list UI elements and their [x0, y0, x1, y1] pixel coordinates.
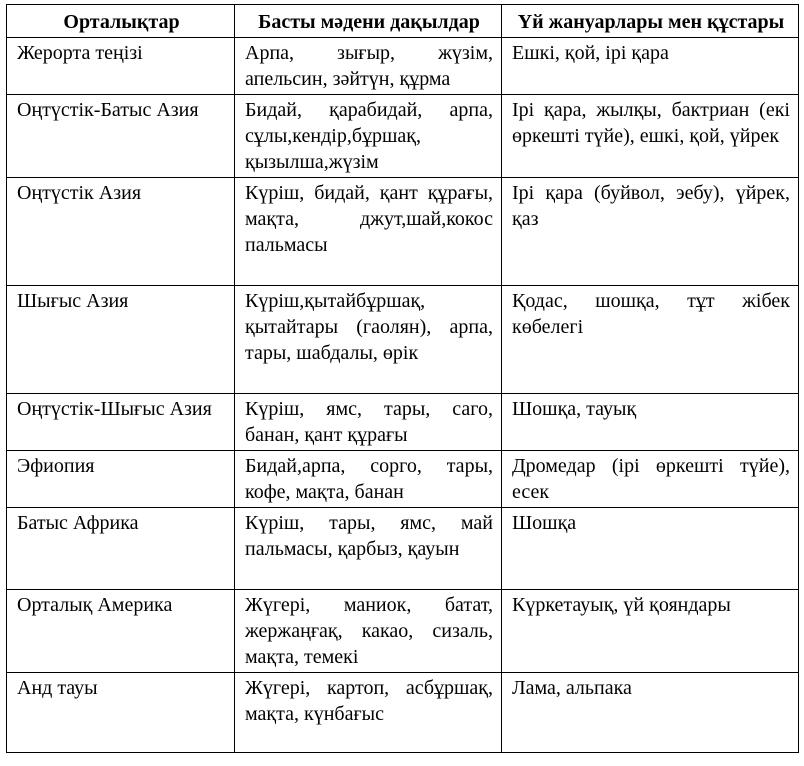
crops-cell: Күріш, бидай, қант құрағы, мақта, джут,шай,кокос пальмасы — [235, 178, 502, 286]
header-animals: Үй жануарлары мен құстары — [502, 5, 799, 38]
header-centers: Орталықтар — [7, 5, 235, 38]
center-cell: Эфиопия — [7, 451, 235, 508]
animals-cell: Ірі қара, жылқы, бактриан (екі өркешті түйе), ешкі, қой, үйрек — [502, 95, 799, 178]
crops-cell: Жүгері, маниок, батат, жержаңғақ, какао, сизаль, мақта, темекі — [235, 590, 502, 673]
table-row — [7, 394, 799, 451]
domestication-centers-table — [6, 4, 799, 753]
crops-cell: Жүгері, картоп, асбұршақ, мақта, күнбағыс — [235, 673, 502, 753]
crops-cell: Күріш,қытайбұршақ, қытайтары (гаолян), арпа, тары, шабдалы, өрік — [235, 286, 502, 394]
animals-cell: Ірі қара (буйвол, эебу), үйрек, қаз — [502, 178, 799, 286]
table-row — [7, 508, 799, 590]
animals-cell: Шошқа — [502, 508, 799, 590]
animals-cell: Шошқа, тауық — [502, 394, 799, 451]
animals-cell: Күркетауық, үй қояндары — [502, 590, 799, 673]
center-cell: Шығыс Азия — [7, 286, 235, 394]
center-cell: Оңтүстік Азия — [7, 178, 235, 286]
animals-cell: Лама, альпака — [502, 673, 799, 753]
table-row — [7, 451, 799, 508]
table-row — [7, 286, 799, 394]
table-row — [7, 590, 799, 673]
animals-cell: Қодас, шошқа, тұт жібек көбелегі — [502, 286, 799, 394]
center-cell: Батыс Африка — [7, 508, 235, 590]
center-cell: Анд тауы — [7, 673, 235, 753]
table-row — [7, 178, 799, 286]
center-cell: Оңтүстік-Шығыс Азия — [7, 394, 235, 451]
header-row — [7, 5, 799, 38]
table-row — [7, 95, 799, 178]
header-crops: Басты мәдени дақылдар — [235, 5, 502, 38]
center-cell: Орталық Америка — [7, 590, 235, 673]
crops-cell: Күріш, тары, ямс, май пальмасы, қарбыз, қауын — [235, 508, 502, 590]
crops-cell: Бидай, қарабидай, арпа, сұлы,кендір,бұршақ, қызылша,жүзім — [235, 95, 502, 178]
animals-cell: Ешкі, қой, ірі қара — [502, 38, 799, 95]
center-cell: Оңтүстік-Батыс Азия — [7, 95, 235, 178]
table-row — [7, 673, 799, 753]
crops-cell: Арпа, зығыр, жүзім, апельсин, зәйтүн, құрма — [235, 38, 502, 95]
animals-cell: Дромедар (ірі өркешті түйе), есек — [502, 451, 799, 508]
center-cell: Жерорта теңізі — [7, 38, 235, 95]
crops-cell: Бидай,арпа, сорго, тары, кофе, мақта, банан — [235, 451, 502, 508]
table-row — [7, 38, 799, 95]
crops-cell: Күріш, ямс, тары, саго, банан, қант құрағы — [235, 394, 502, 451]
